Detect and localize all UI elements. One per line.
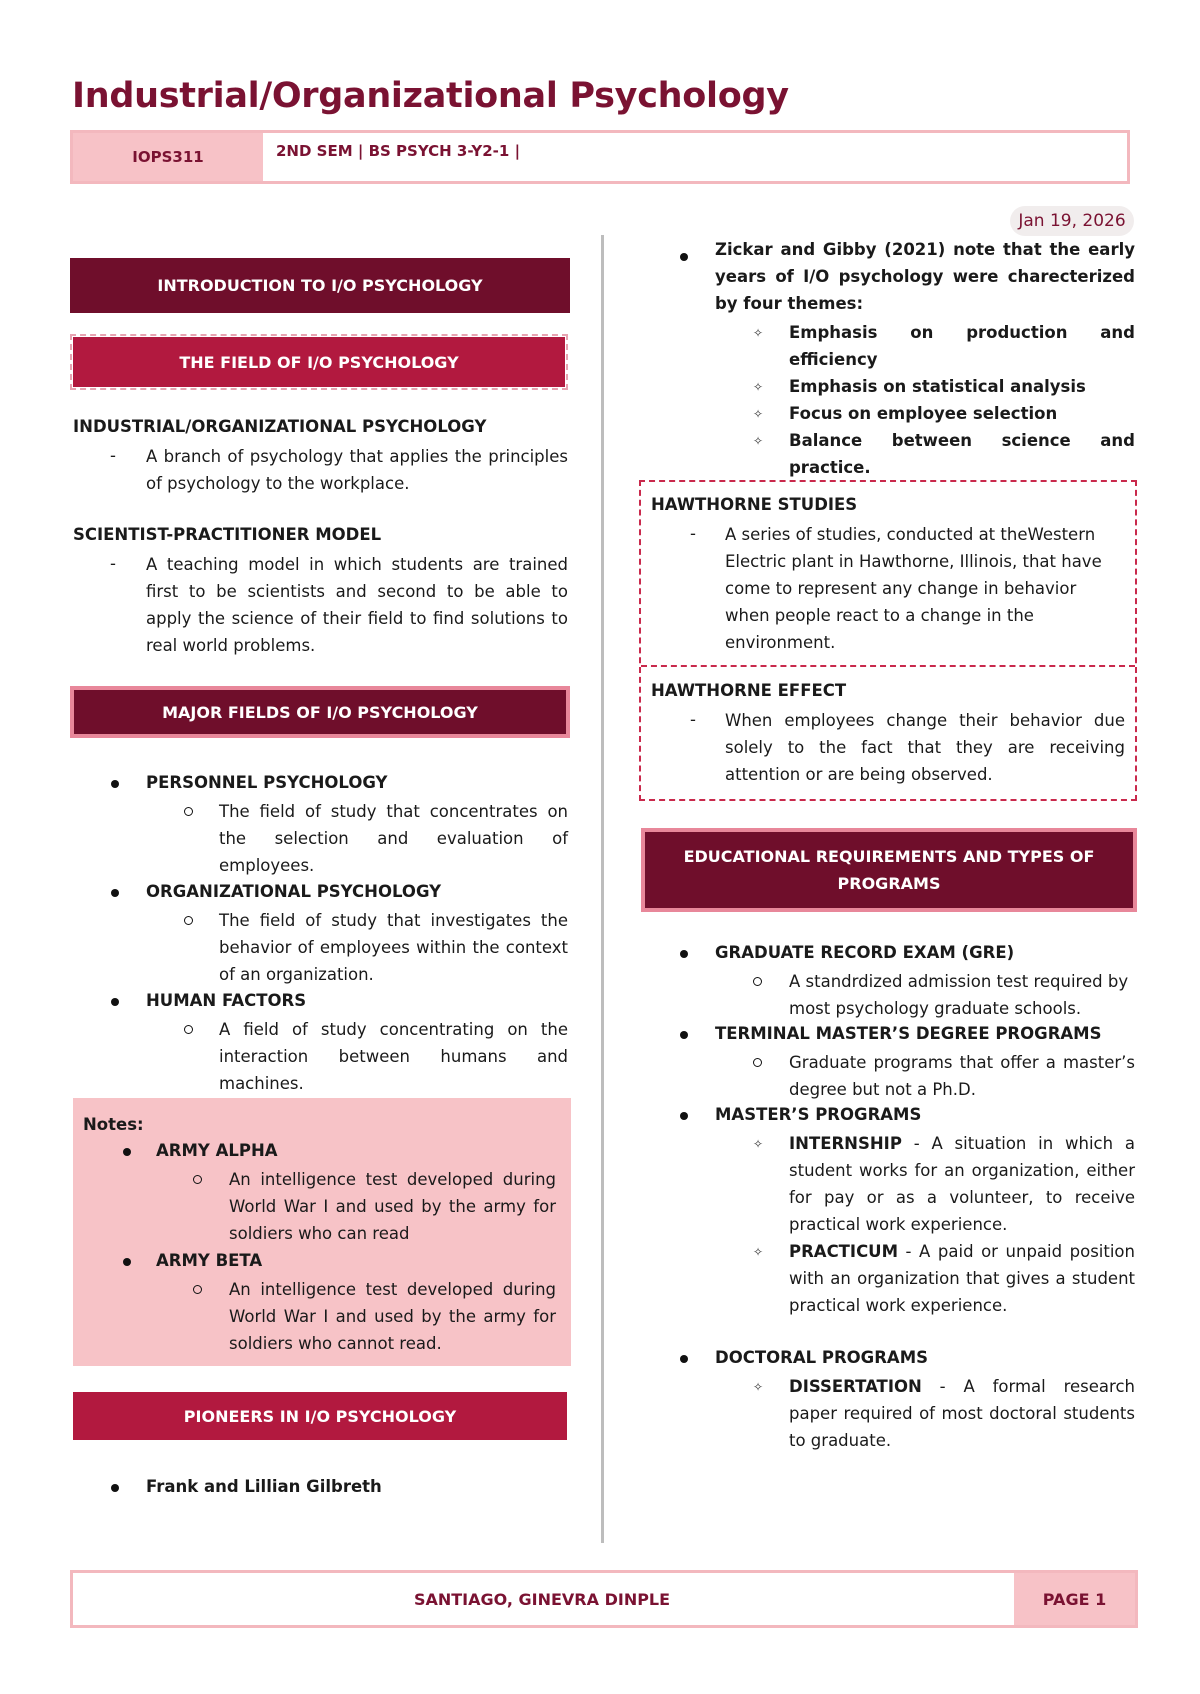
field-organizational-name: ORGANIZATIONAL PSYCHOLOGY (146, 882, 442, 901)
dissertation-term: DISSERTATION (789, 1377, 922, 1396)
bullet-icon (111, 1484, 119, 1492)
section-band-educational: EDUCATIONAL REQUIREMENTS AND TYPES OF PROGRAMS (645, 832, 1133, 908)
bullet-icon (680, 950, 688, 958)
bullet-icon (680, 1112, 688, 1120)
theme-selection: Focus on employee selection (789, 404, 1058, 423)
theme-statistics: Emphasis on statistical analysis (789, 377, 1086, 396)
masters-programs-name: MASTER’S PROGRAMS (715, 1105, 922, 1124)
course-code: IOPS311 (73, 133, 263, 181)
section-band-pioneers: PIONEERS IN I/O PSYCHOLOGY (73, 1392, 567, 1440)
gre-name: GRADUATE RECORD EXAM (GRE) (715, 943, 1015, 962)
hawthorne-studies-heading: HAWTHORNE STUDIES (651, 495, 858, 514)
hawthorne-studies-definition: A series of studies, conducted at theWestern Electric plant in Hawthorne, Illinois, that have come to represent any change in behavior when people react to a change in the environment. (725, 525, 1102, 652)
field-organizational-definition: The field of study that investigates the behavior of employees within the context of an organization. (219, 911, 568, 984)
scientist-practitioner-definition: A teaching model in which students are trained first to be scientists and second to be able to apply the science of their field to find solutions to real world problems. (146, 555, 568, 655)
star-bullet-icon: ✧ (753, 434, 764, 448)
ring-bullet-icon (753, 1058, 762, 1067)
dash-marker: - (690, 524, 696, 543)
ring-bullet-icon (753, 977, 762, 986)
terminal-masters-definition: Graduate programs that offer a master’s degree but not a Ph.D. (789, 1053, 1135, 1099)
star-bullet-icon: ✧ (753, 326, 764, 340)
section-band-major-fields: MAJOR FIELDS OF I/O PSYCHOLOGY (74, 690, 566, 734)
dissertation-entry (789, 1373, 1135, 1454)
bullet-icon (111, 998, 119, 1006)
section-band-introduction: INTRODUCTION TO I/O PSYCHOLOGY (70, 258, 570, 313)
ring-bullet-icon (184, 916, 193, 925)
doctoral-programs-name: DOCTORAL PROGRAMS (715, 1348, 928, 1367)
field-personnel-name: PERSONNEL PSYCHOLOGY (146, 773, 388, 792)
internship-definition: - A situation in which a student works for an organization, either for pay or as a volunteer, to receive practical work experience. (789, 1134, 1135, 1234)
star-bullet-icon: ✧ (753, 407, 764, 421)
hawthorne-effect-heading: HAWTHORNE EFFECT (651, 681, 847, 700)
io-psychology-definition: A branch of psychology that applies the principles of psychology to the workplace. (146, 447, 568, 493)
course-info: 2ND SEM | BS PSYCH 3-Y2-1 | (276, 142, 521, 160)
army-beta-definition: An intelligence test developed during World War I and used by the army for soldiers who cannot read. (229, 1280, 556, 1353)
scientist-practitioner-heading: SCIENTIST-PRACTITIONER MODEL (73, 525, 382, 544)
dash-marker: - (690, 710, 696, 729)
army-beta-name: ARMY BETA (156, 1251, 263, 1270)
ring-bullet-icon (184, 1025, 193, 1034)
terminal-masters-name: TERMINAL MASTER’S DEGREE PROGRAMS (715, 1024, 1102, 1043)
pioneer-gilbreth: Frank and Lillian Gilbreth (146, 1477, 382, 1496)
zickar-gibby-text: Zickar and Gibby (2021) note that the early years of I/O psychology were charecterized by four themes: (715, 240, 1135, 313)
footer-author: SANTIAGO, GINEVRA DINPLE (413, 1589, 671, 1609)
date-badge: Jan 19, 2026 (1010, 206, 1134, 236)
dash-marker: - (110, 554, 116, 573)
section-band-field: THE FIELD OF I/O PSYCHOLOGY (73, 337, 565, 387)
bullet-icon (111, 780, 119, 788)
army-alpha-name: ARMY ALPHA (156, 1141, 278, 1160)
hawthorne-separator (641, 665, 1135, 667)
bullet-icon (680, 1031, 688, 1039)
ring-bullet-icon (193, 1175, 202, 1184)
practicum-definition: - A paid or unpaid position with an organization that gives a student practical work experience. (789, 1242, 1135, 1315)
army-alpha-definition: An intelligence test developed during World War I and used by the army for soldiers who can read (229, 1170, 556, 1243)
practicum-entry (789, 1238, 1135, 1319)
field-human-factors-name: HUMAN FACTORS (146, 991, 307, 1010)
bullet-icon (680, 1355, 688, 1363)
star-bullet-icon: ✧ (753, 1245, 764, 1259)
theme-production: Emphasis on production and efficiency (789, 323, 1135, 369)
gre-definition: A standrdized admission test required by most psychology graduate schools. (789, 972, 1129, 1018)
dissertation-definition: - A formal research paper required of most doctoral students to graduate. (789, 1377, 1135, 1450)
internship-entry (789, 1130, 1135, 1238)
theme-science-practice: Balance between science and practice. (789, 431, 1135, 477)
field-personnel-definition: The field of study that concentrates on the selection and evaluation of employees. (219, 802, 568, 875)
footer-page-number: PAGE 1 (1014, 1573, 1135, 1625)
ring-bullet-icon (193, 1285, 202, 1294)
bullet-icon (680, 253, 688, 261)
star-bullet-icon: ✧ (753, 1137, 764, 1151)
io-psychology-heading: INDUSTRIAL/ORGANIZATIONAL PSYCHOLOGY (73, 417, 487, 436)
practicum-term: PRACTICUM (789, 1242, 898, 1261)
bullet-icon (123, 1148, 131, 1156)
column-divider (601, 235, 604, 1543)
internship-term: INTERNSHIP (789, 1134, 902, 1153)
dash-marker: - (110, 446, 116, 465)
star-bullet-icon: ✧ (753, 1380, 764, 1394)
hawthorne-effect-definition: When employees change their behavior due solely to the fact that they are receiving attention or are being observed. (725, 711, 1125, 784)
ring-bullet-icon (184, 807, 193, 816)
bullet-icon (123, 1258, 131, 1266)
notes-label: Notes: (83, 1115, 144, 1134)
bullet-icon (111, 889, 119, 897)
star-bullet-icon: ✧ (753, 380, 764, 394)
field-human-factors-definition: A field of study concentrating on the interaction between humans and machines. (219, 1020, 568, 1093)
document-title: Industrial/Organizational Psychology (72, 76, 789, 116)
